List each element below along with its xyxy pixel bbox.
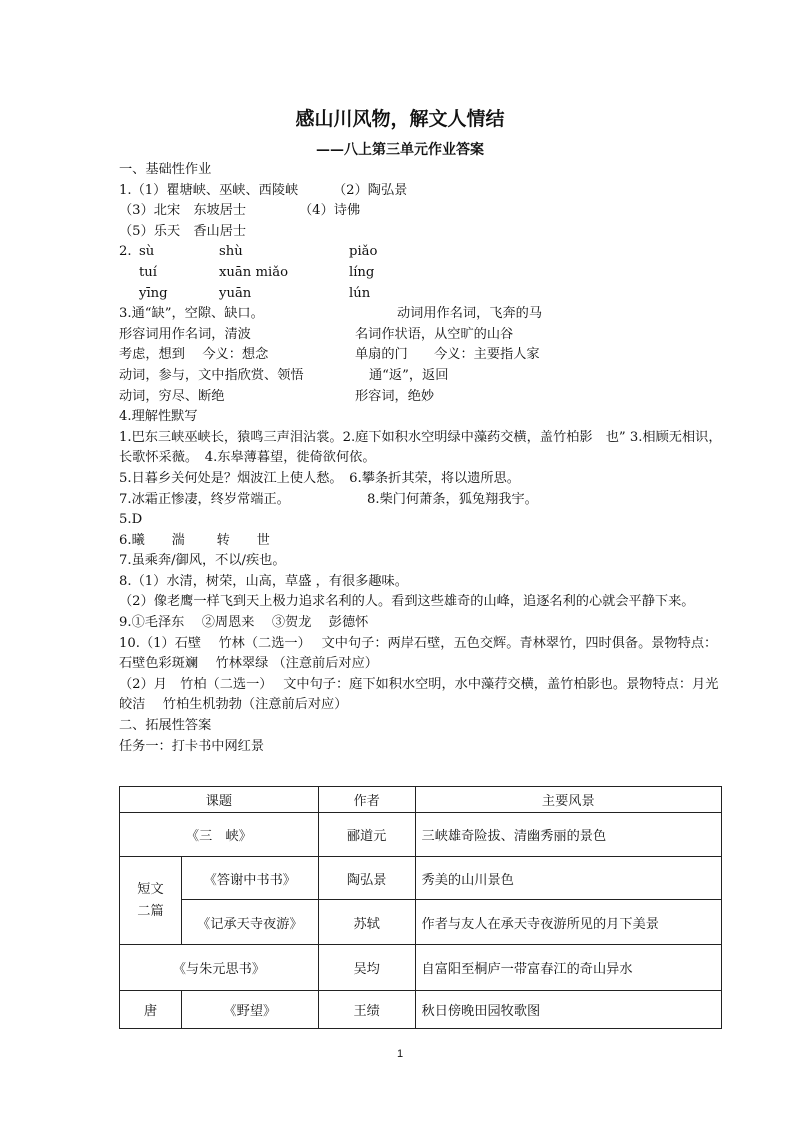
cell-title: 《答谢中书书》 xyxy=(181,857,318,900)
cell-author: 陶弘景 xyxy=(318,857,415,900)
pinyin: yīng xyxy=(139,285,168,301)
q1-part3: （3）北宋 东坡居士 xyxy=(119,203,247,219)
q4-heading: 4.理解性默写 xyxy=(119,409,198,425)
cell-scene: 三峡雄奇险拔、清幽秀丽的景色 xyxy=(415,813,721,857)
table-row xyxy=(120,991,722,1029)
q1-part1: 1.（1）瞿塘峡、巫峡、西陵峡 xyxy=(119,182,299,198)
cell-author: 吴均 xyxy=(318,945,415,991)
table-row xyxy=(120,945,722,991)
q6-word: 湍 xyxy=(171,532,185,548)
section-heading-extended: 二、拓展性答案 xyxy=(119,718,212,734)
cell-title: 《野望》 xyxy=(181,991,318,1029)
q3-right: 名词作状语，从空旷的山谷 xyxy=(355,326,514,342)
pinyin: shù xyxy=(219,244,243,260)
page-number: 1 xyxy=(396,1048,404,1060)
table-row xyxy=(120,900,722,945)
pinyin: piǎo xyxy=(349,244,378,260)
pinyin: lún xyxy=(349,285,371,301)
page-title: 感山川风物，解文人情结 xyxy=(295,108,505,130)
q4-dictation-3 xyxy=(119,490,729,511)
answer-q2-row3 xyxy=(119,284,729,305)
header-scene: 主要风景 xyxy=(415,787,721,813)
q3-left: 考虑，想到 今义：想念 xyxy=(119,347,269,363)
q4-dictation-2: 5.日暮乡关何处是？烟波江上使人愁。 6.攀条折其荣，将以遗所思。 xyxy=(119,470,520,486)
cell-title: 《与朱元思书》 xyxy=(120,945,319,991)
page-subtitle: ——八上第三单元作业答案 xyxy=(316,142,484,158)
pinyin: sù xyxy=(139,244,155,260)
cell-scene: 秀美的山川景色 xyxy=(415,857,721,900)
answer-q6 xyxy=(119,531,729,552)
cell-scene: 自富阳至桐庐一带富春江的奇山异水 xyxy=(415,945,721,991)
table-header-row xyxy=(120,787,722,813)
q3-right: 动词用作名词，飞奔的马 xyxy=(397,306,543,322)
q6-word: 转 xyxy=(216,532,230,548)
q3-right: 形容词，绝妙 xyxy=(355,388,435,404)
header-title: 课题 xyxy=(120,787,319,813)
answer-q5: 5.D xyxy=(119,512,143,528)
q3-right: 通“返”，返回 xyxy=(369,367,449,383)
table-row xyxy=(120,857,722,900)
answer-q2-row1 xyxy=(119,242,729,263)
cell-author: 苏轼 xyxy=(318,900,415,945)
answer-q1-line3: （5）乐天 香山居士 xyxy=(119,223,247,239)
answer-q1-line2 xyxy=(119,201,729,222)
section-heading-basic: 一、基础性作业 xyxy=(119,162,212,177)
answer-q7: 7.虽乘奔/御风，不以/疾也。 xyxy=(119,553,286,569)
q3-right: 单扇的门 今义：主要指人家 xyxy=(355,347,540,363)
pinyin: yuān xyxy=(219,285,252,301)
cell-author: 郦道元 xyxy=(318,813,415,857)
q3-left: 形容词用作名词，清波 xyxy=(119,326,251,342)
cell-dynasty: 唐 xyxy=(120,991,182,1029)
cell-title: 《三 峡》 xyxy=(120,813,319,857)
q3-left: 3.通“缺”，空隙、缺口。 xyxy=(119,306,264,322)
q1-part4: （4）诗佛 xyxy=(299,203,361,219)
pinyin: tuí xyxy=(139,264,158,280)
task1-heading: 任务一：打卡书中网红景 xyxy=(119,738,265,754)
answer-q3-row2 xyxy=(119,325,729,346)
answer-q2-row2 xyxy=(119,263,729,284)
cell-scene: 作者与友人在承天寺夜游所见的月下美景 xyxy=(415,900,721,945)
answer-q1-line1 xyxy=(119,181,729,202)
pinyin: líng xyxy=(349,264,375,280)
answer-q3-row3 xyxy=(119,345,729,366)
q3-left: 动词，参与，文中指欣赏、领悟 xyxy=(119,367,304,383)
answer-q8-1: 8.（1）水清，树荣，山高，草盛 ，有很多趣味。 xyxy=(119,573,408,589)
answer-q3-row4 xyxy=(119,366,729,387)
q4-item8: 8.柴门何萧条，狐兔翔我宇。 xyxy=(367,491,538,507)
table-row xyxy=(120,813,722,857)
answer-q8-2: （2）像老鹰一样飞到天上极力追求名利的人。看到这些雄奇的山峰，追逐名利的心就会平静下来。 xyxy=(119,594,695,610)
q3-left: 动词，穷尽、断绝 xyxy=(119,388,225,404)
answer-content xyxy=(119,160,729,757)
q2-number: 2. xyxy=(119,244,132,260)
q6-number: 6. xyxy=(119,532,132,548)
q1-part2: （2）陶弘景 xyxy=(333,182,408,198)
q4-item7: 7.冰霜正惨凄，终岁常端正。 xyxy=(119,491,290,507)
cell-author: 王绩 xyxy=(318,991,415,1029)
q4-dictation-1: 1.巴东三峡巫峡长，猿鸣三声泪沾裳。2.庭下如积水空明绿中藻药交横，盖竹柏影 也” 3.相顾无相识，长歌怀采薇。 4.东皋薄暮望，徙倚欲何依。 xyxy=(119,429,722,466)
answer-q3-row1 xyxy=(119,304,729,325)
cell-group-label: 短文二篇 xyxy=(120,857,182,945)
header-author: 作者 xyxy=(318,787,415,813)
cell-title: 《记承天寺夜游》 xyxy=(181,900,318,945)
cell-scene: 秋日傍晚田园牧歌图 xyxy=(415,991,721,1029)
scenery-table xyxy=(119,786,722,1029)
answer-q10-1: 10.（1）石壁 竹林（二选一） 文中句子：两岸石壁，五色交辉。青林翠竹，四时俱备。景物特点：石壁色彩斑斓 竹林翠绿 （注意前后对应） xyxy=(119,635,718,672)
pinyin: xuān miǎo xyxy=(219,264,289,280)
answer-q10-2: （2）月 竹柏（二选一） 文中句子：庭下如积水空明，水中藻荇交横，盖竹柏影也。景物特点：月光皎洁 竹柏生机勃勃（注意前后对应） xyxy=(119,676,719,713)
answer-q3-row5 xyxy=(119,387,729,408)
q6-word: 曦 xyxy=(131,532,145,548)
answer-q9: 9.①毛泽东 ②周恩来 ③贺龙 彭德怀 xyxy=(119,615,369,631)
q6-word: 世 xyxy=(256,532,270,548)
